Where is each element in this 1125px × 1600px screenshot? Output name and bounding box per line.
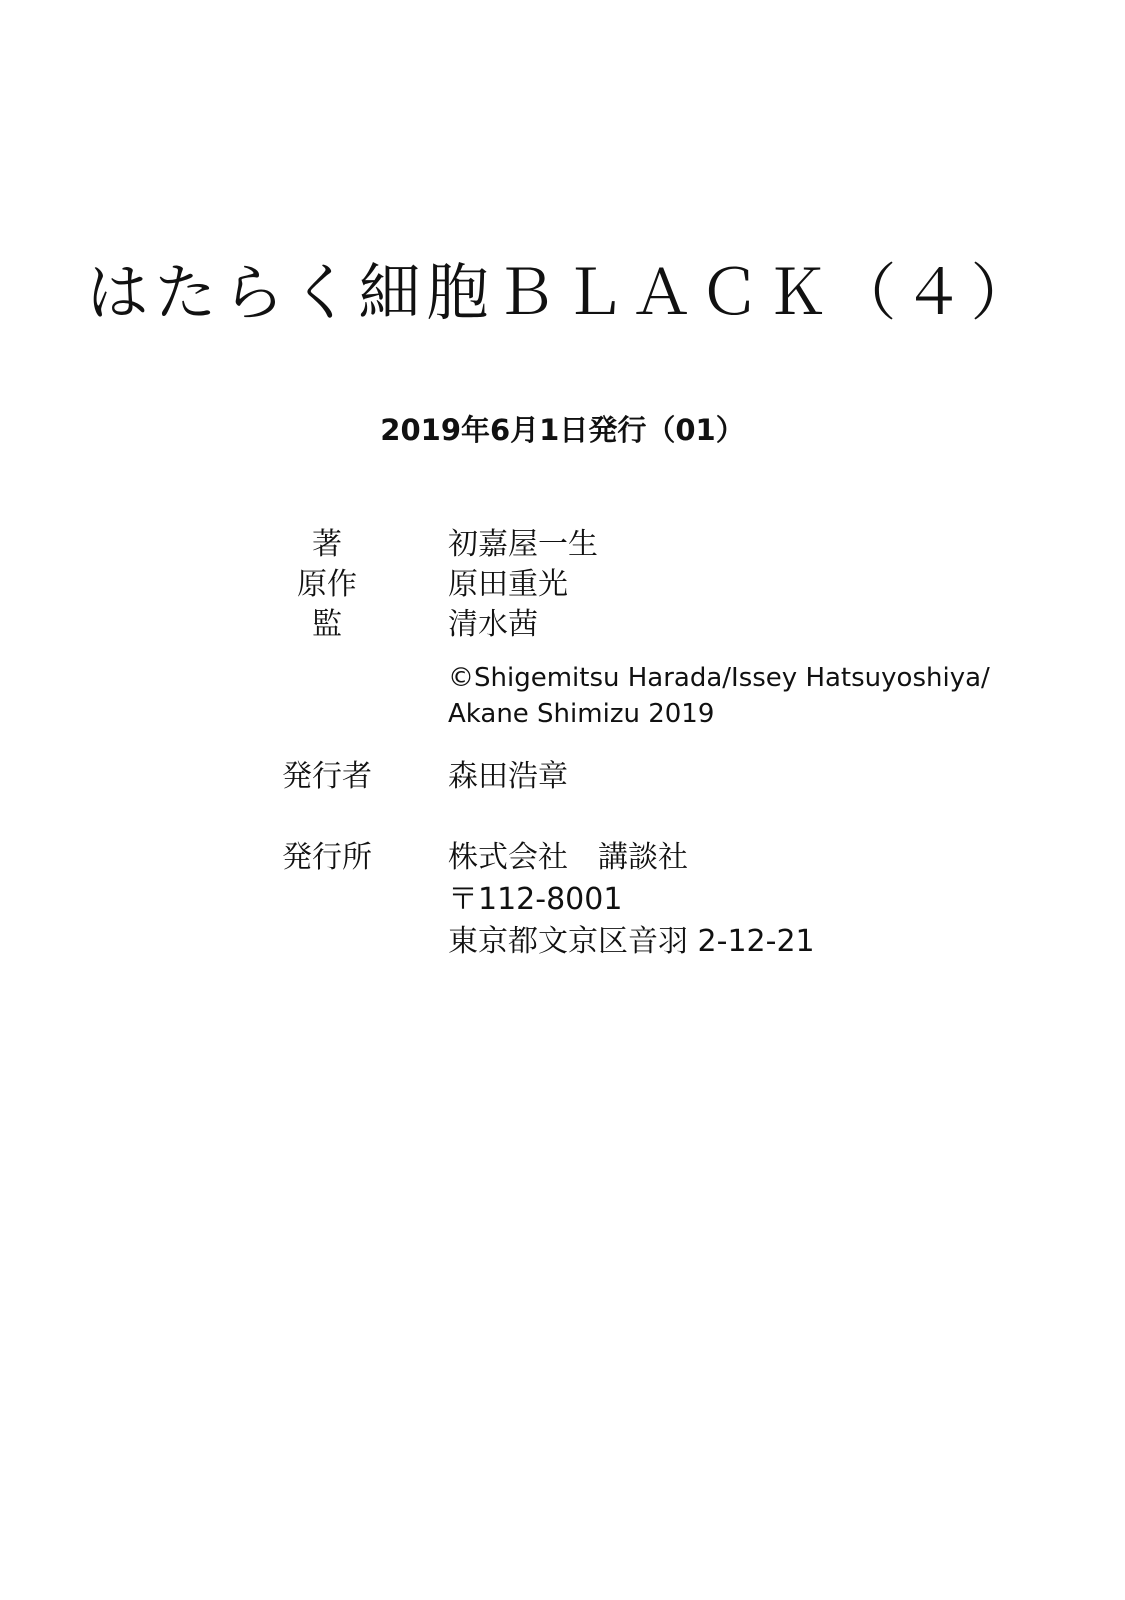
publisher-postal: 〒112-8001 xyxy=(448,882,623,917)
credit-label-original: 原作 xyxy=(297,567,357,602)
copyright-line-1: ©Shigemitsu Harada/Issey Hatsuyoshiya/ xyxy=(448,663,990,693)
publisher-person-value: 森田浩章 xyxy=(448,759,568,794)
issue-date: 2019年6月1日発行（01） xyxy=(380,413,745,447)
credit-label-author: 著 xyxy=(312,527,342,562)
publisher-company: 株式会社 講談社 xyxy=(448,840,688,875)
publisher-person-label: 発行者 xyxy=(282,759,372,794)
credit-value-supervisor: 清水茜 xyxy=(448,607,538,642)
credit-label-supervisor: 監 xyxy=(312,607,342,642)
publisher-office-label: 発行所 xyxy=(282,840,372,875)
copyright-line-2: Akane Shimizu 2019 xyxy=(448,699,715,729)
publisher-address: 東京都文京区音羽 2-12-21 xyxy=(448,924,815,959)
credit-value-author: 初嘉屋一生 xyxy=(448,527,598,562)
credit-value-original: 原田重光 xyxy=(448,567,568,602)
book-title: はたらく細胞ＢＬＡＣＫ（４） xyxy=(86,256,1039,329)
